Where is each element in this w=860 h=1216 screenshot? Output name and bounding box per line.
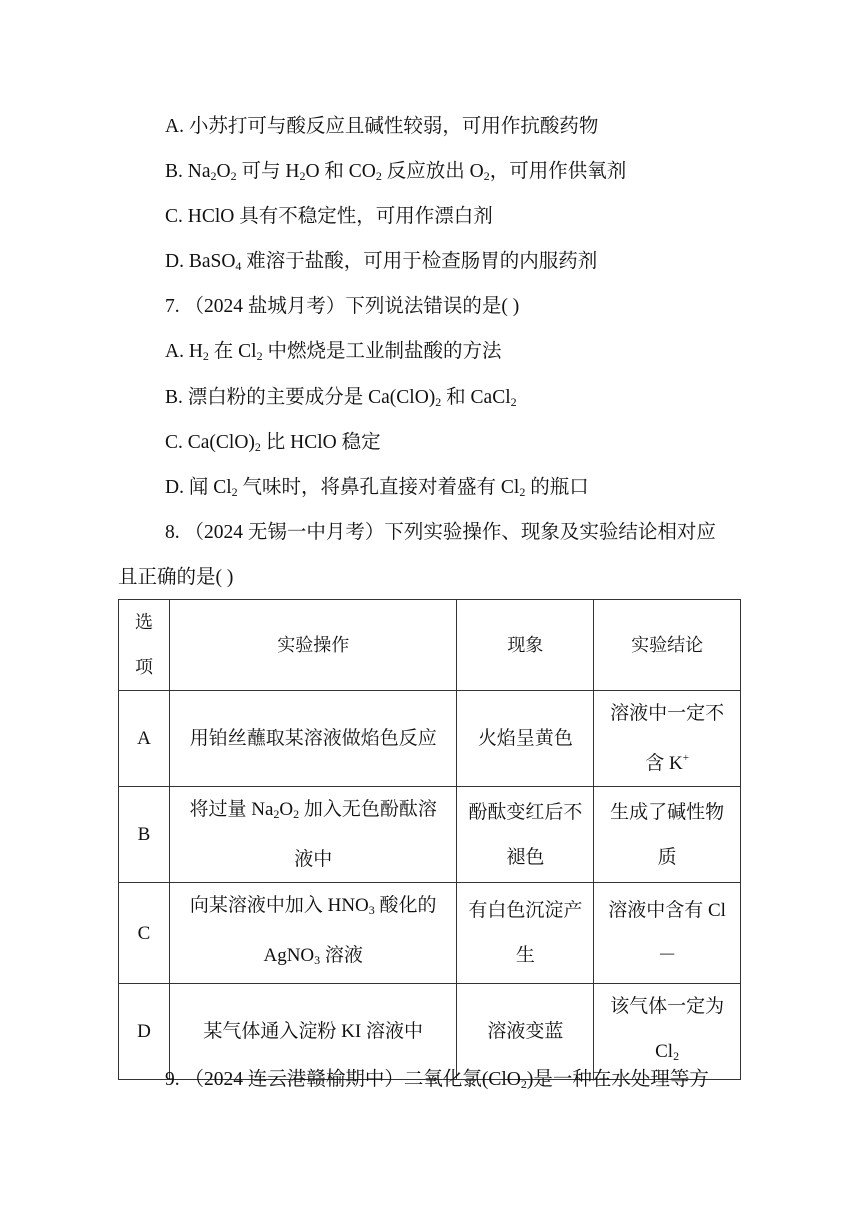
row-d-conclusion <box>594 984 741 1080</box>
row-c-phenomenon <box>457 883 594 984</box>
subscript: 2 <box>256 349 263 363</box>
q6-option-a: A. 小苏打可与酸反应且碱性较弱，可用作抗酸药物 <box>165 116 599 137</box>
text: AgNO <box>263 945 315 966</box>
header-phenomenon: 现象 <box>457 600 594 691</box>
table-header-row <box>119 600 741 691</box>
subscript: 2 <box>231 485 238 499</box>
text: 含 K <box>645 753 683 774</box>
q8-stem-line1: 8. （2024 无锡一中月考）下列实验操作、现象及实验结论相对应 <box>165 522 716 543</box>
subscript: 2 <box>510 395 517 409</box>
row-a-conclusion <box>594 691 741 787</box>
text: 气味时，将鼻孔直接对着盛有 Cl <box>237 477 520 498</box>
row-d-operation: 某气体通入淀粉 KI 溶液中 <box>169 984 457 1080</box>
text: Cl <box>655 1041 674 1062</box>
q7-option-d <box>165 476 589 504</box>
text: 和 CaCl <box>441 387 511 408</box>
experiment-table <box>118 599 741 1080</box>
q8-stem-line2: 且正确的是( ) <box>118 567 234 588</box>
text: 向某溶液中加入 HNO <box>189 895 369 916</box>
subscript: 2 <box>520 1077 527 1091</box>
text: 难溶于盐酸，可用于检查肠胃的内服药剂 <box>241 251 598 272</box>
conclusion-line1: 溶液中一定不 <box>610 703 725 724</box>
header-conclusion: 实验结论 <box>594 600 741 691</box>
row-c-operation <box>169 883 457 984</box>
text: 反应放出 O <box>381 161 484 182</box>
conclusion-line2 <box>602 736 732 786</box>
q7-stem: 7. （2024 盐城月考）下列说法错误的是( ) <box>165 296 520 317</box>
row-b-operation <box>169 787 457 883</box>
subscript: 2 <box>273 807 280 821</box>
operation-line1 <box>178 883 449 933</box>
subscript: 2 <box>254 440 261 454</box>
table-row <box>119 883 741 984</box>
subscript: 2 <box>375 169 382 183</box>
text: O <box>279 799 294 820</box>
q7-option-a <box>165 340 502 368</box>
text: 在 Cl <box>208 341 257 362</box>
text: A. H <box>165 341 203 362</box>
subscript: 2 <box>483 169 490 183</box>
subscript: 3 <box>368 903 375 917</box>
text: 的瓶口 <box>525 477 589 498</box>
table-row <box>119 691 741 787</box>
text: 溶液 <box>320 945 363 966</box>
table-row <box>119 984 741 1080</box>
phenomenon-line1: 有白色沉淀产 <box>468 900 583 921</box>
text: B. 漂白粉的主要成分是 Ca(ClO) <box>165 387 436 408</box>
q6-option-c: C. HClO 具有不稳定性，可用作漂白剂 <box>165 206 493 227</box>
conclusion-line2: 质 <box>657 846 677 868</box>
subscript: 2 <box>230 169 237 183</box>
subscript: 2 <box>210 169 217 183</box>
subscript: 3 <box>314 953 321 967</box>
phenomenon-line2: 生 <box>515 945 535 966</box>
row-b-phenomenon <box>457 787 594 883</box>
row-d-label: D <box>119 984 170 1080</box>
subscript: 2 <box>435 395 442 409</box>
row-c-conclusion <box>594 883 741 984</box>
q6-option-d <box>165 250 597 278</box>
q7-option-c <box>165 431 381 459</box>
conclusion-line1: 生成了碱性物 <box>610 801 725 823</box>
q7-option-b <box>165 386 517 414</box>
subscript: 2 <box>673 1049 680 1063</box>
text: O 和 CO <box>305 161 376 182</box>
text: 将过量 Na <box>189 799 274 820</box>
phenomenon-line1: 酚酞变红后不 <box>468 801 583 823</box>
row-a-phenomenon: 火焰呈黄色 <box>457 691 594 787</box>
row-d-phenomenon: 溶液变蓝 <box>457 984 594 1080</box>
text: 中燃烧是工业制盐酸的方法 <box>262 341 502 362</box>
text: O <box>216 161 231 182</box>
q6-option-b <box>165 160 626 188</box>
text: 9. （2024 连云港赣榆期中）二氧化氯(ClO <box>165 1069 521 1090</box>
header-operation: 实验操作 <box>169 600 457 691</box>
text: 加入无色酚酞溶 <box>299 799 437 820</box>
text: D. BaSO <box>165 251 236 272</box>
text: )是一种在水处理等方 <box>526 1069 709 1090</box>
operation-line1 <box>178 787 449 837</box>
text: C. Ca(ClO) <box>165 432 255 453</box>
subscript: 2 <box>202 349 209 363</box>
header-option-line2: 项 <box>134 657 153 677</box>
row-a-operation: 用铂丝蘸取某溶液做焰色反应 <box>169 691 457 787</box>
table-row <box>119 787 741 883</box>
superscript: + <box>682 752 689 764</box>
conclusion-line1: 该气体一定为 <box>610 996 725 1017</box>
row-b-label: B <box>119 787 170 883</box>
text: B. Na <box>165 161 211 182</box>
text: 比 HClO 稳定 <box>260 432 381 453</box>
row-a-label: A <box>119 691 170 787</box>
subscript: 2 <box>293 807 300 821</box>
text: 酸化的 <box>374 895 437 916</box>
subscript: 4 <box>235 259 242 273</box>
row-c-label: C <box>119 883 170 984</box>
header-option <box>119 600 170 691</box>
phenomenon-line2: 褪色 <box>506 846 545 868</box>
conclusion-line1: 溶液中含有 Cl <box>608 900 726 921</box>
conclusion-line2: － <box>657 945 677 966</box>
text: D. 闻 Cl <box>165 477 232 498</box>
header-option-line1: 选 <box>134 612 153 632</box>
operation-line2 <box>178 933 449 983</box>
text: 可与 H <box>236 161 300 182</box>
text: ，可用作供氧剂 <box>489 161 627 182</box>
q9-stem <box>165 1068 709 1096</box>
subscript: 2 <box>519 485 526 499</box>
row-b-conclusion <box>594 787 741 883</box>
subscript: 2 <box>299 169 306 183</box>
operation-line2: 液中 <box>294 849 333 870</box>
